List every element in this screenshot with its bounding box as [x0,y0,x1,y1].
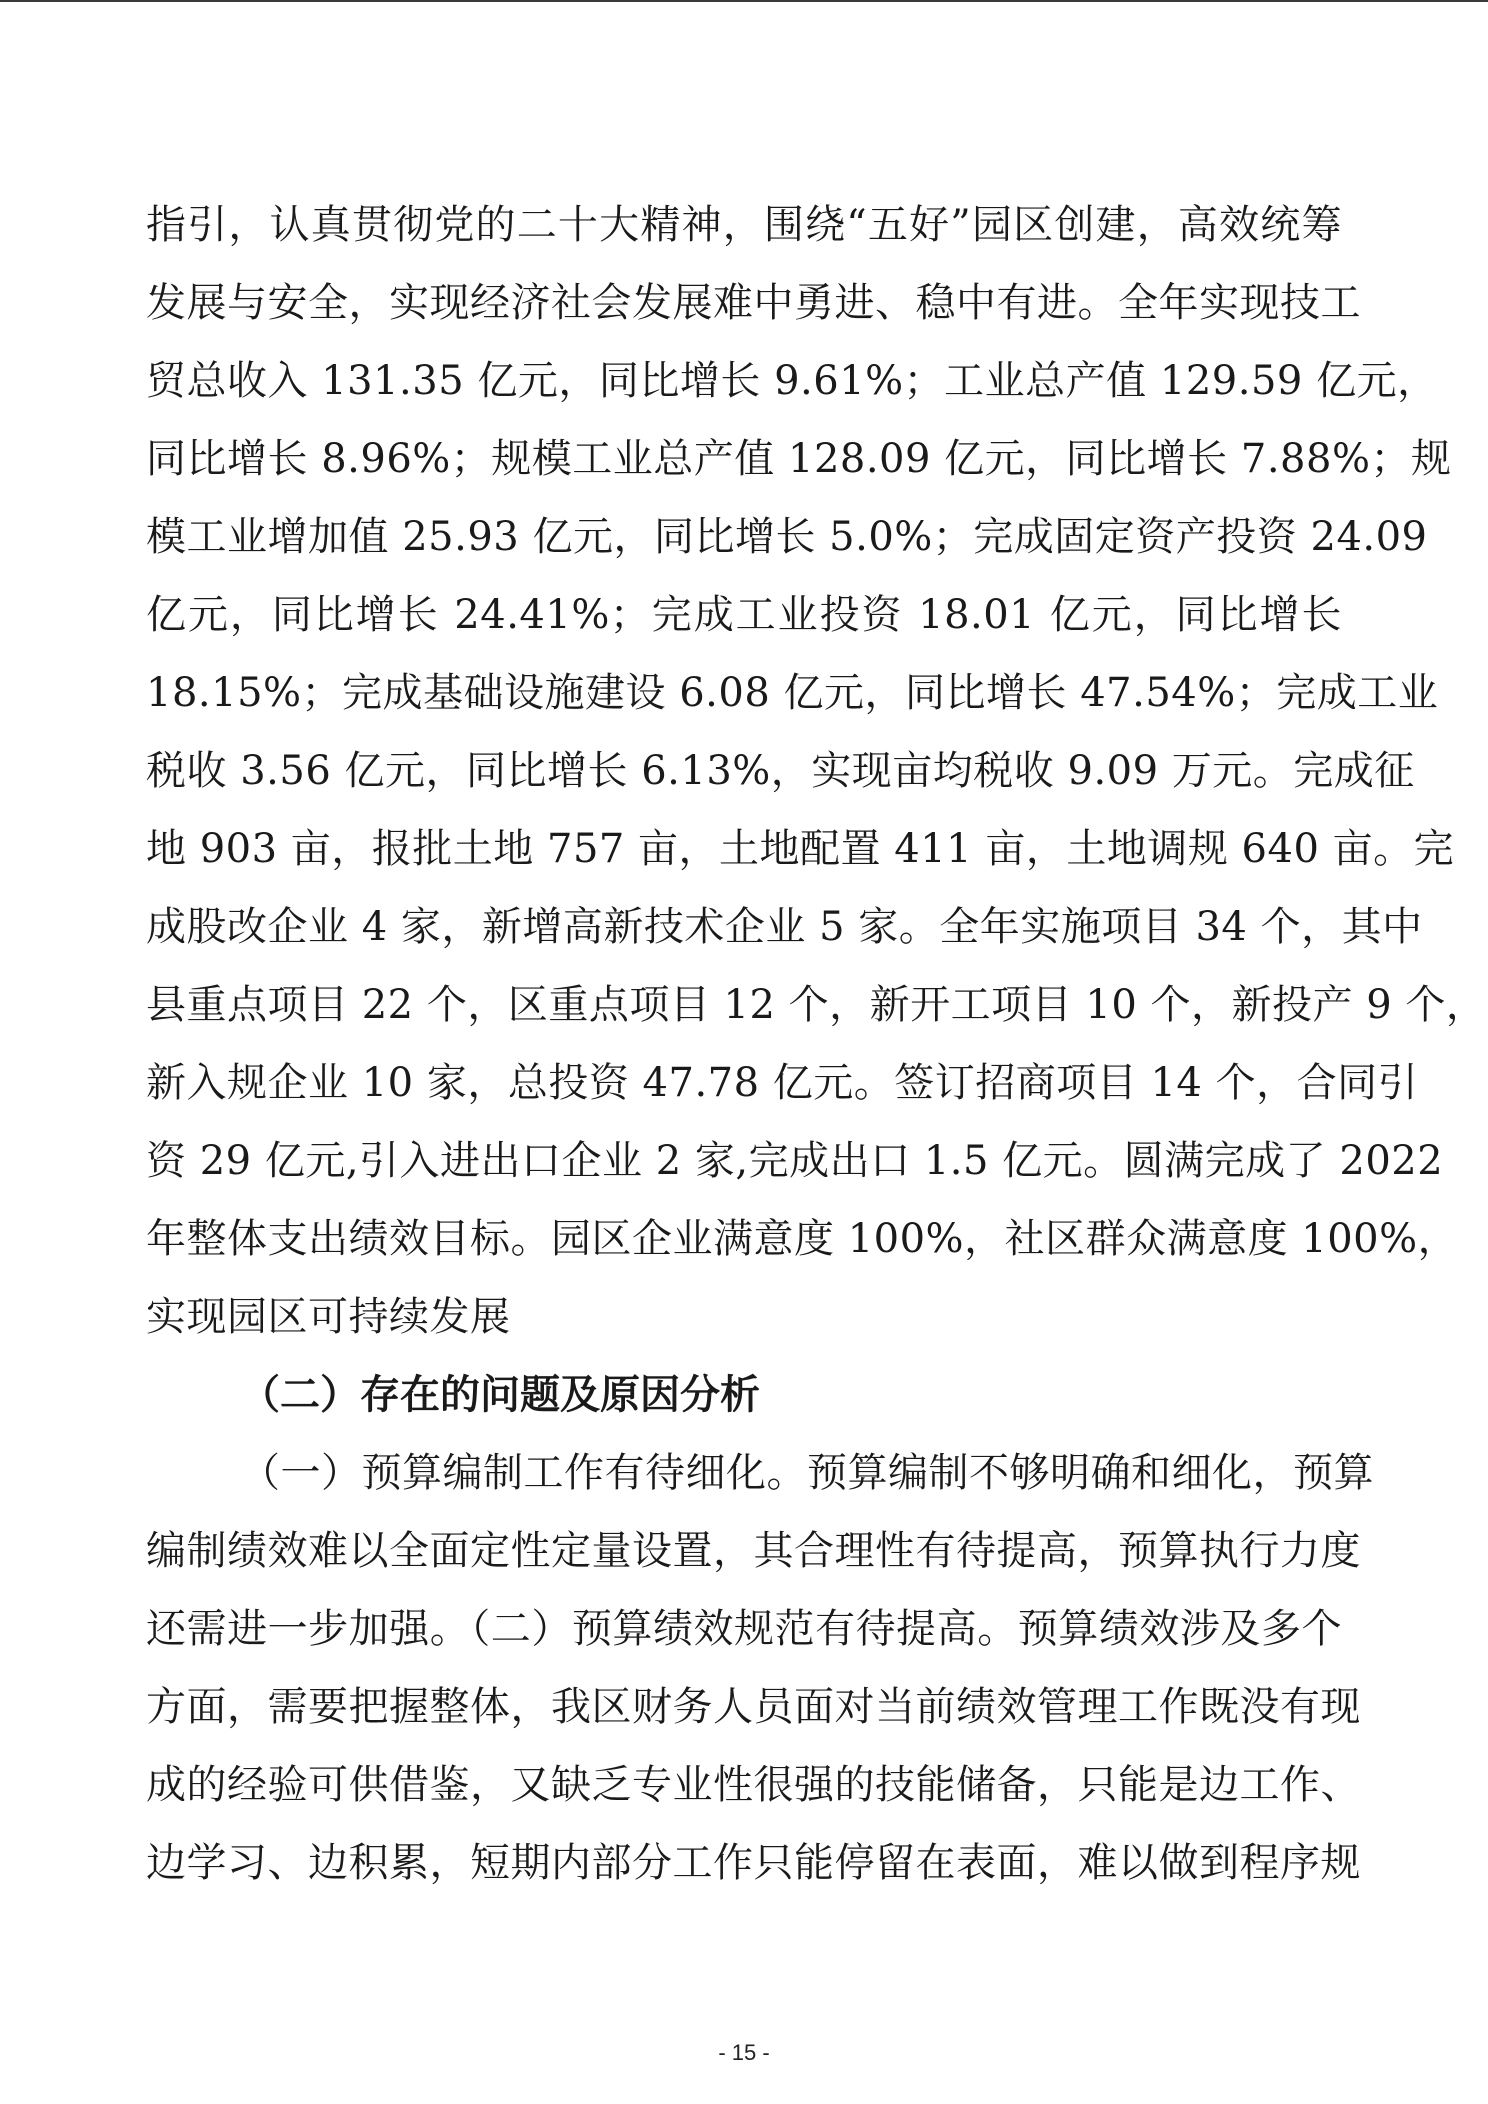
paragraph-line: 成的经验可供借鉴，又缺乏专业性很强的技能储备，只能是边工作、 [146,1762,1361,1808]
paragraph-line: 还需进一步加强。（二）预算绩效规范有待提高。预算绩效涉及多个 [146,1606,1342,1652]
paragraph-line: 同比增长 8.96%；规模工业总产值 128.09 亿元，同比增长 7.88%；规 [146,436,1452,482]
paragraph-line: 亿元，同比增长 24.41%；完成工业投资 18.01 亿元，同比增长 [146,592,1342,638]
page-top-border [0,0,1488,2]
paragraph-summary [146,186,1487,1356]
paragraph-line: 指引，认真贯彻党的二十大精神，围绕“五好”园区创建，高效统筹 [146,202,1342,248]
paragraph-line: （一）预算编制工作有待细化。预算编制不够明确和细化，预算 [240,1450,1374,1496]
paragraph-line: 贸总收入 131.35 亿元，同比增长 9.61%；工业总产值 129.59 亿元， [146,358,1438,404]
paragraph-line: 模工业增加值 25.93 亿元，同比增长 5.0%；完成固定资产投资 24.09 [146,514,1428,560]
page-number: - 15 - [718,2040,770,2065]
paragraph-line: 税收 3.56 亿元，同比增长 6.13%，实现亩均税收 9.09 万元。完成征 [146,748,1415,794]
document-body [146,186,1487,1902]
paragraph-line: 实现园区可持续发展 [146,1294,511,1340]
section-heading: （二）存在的问题及原因分析 [240,1371,760,1418]
paragraph-line: 县重点项目 22 个，区重点项目 12 个，新开工项目 10 个，新投产 9 个， [146,982,1487,1028]
paragraph-line: 资 29 亿元,引入进出口企业 2 家,完成出口 1.5 亿元。圆满完成了 2022 [146,1138,1444,1184]
paragraph-line: 18.15%；完成基础设施建设 6.08 亿元，同比增长 47.54%；完成工业 [146,670,1439,716]
paragraph-line: 年整体支出绩效目标。园区企业满意度 100%，社区群众满意度 100%， [146,1216,1459,1262]
paragraph-line: 新入规企业 10 家，总投资 47.78 亿元。签订招商项目 14 个，合同引 [146,1060,1419,1106]
paragraph-line: 编制绩效难以全面定性定量设置，其合理性有待提高，预算执行力度 [146,1528,1361,1574]
paragraph-line: 边学习、边积累，短期内部分工作只能停留在表面，难以做到程序规 [146,1840,1361,1886]
paragraph-line: 地 903 亩，报批土地 757 亩，土地配置 411 亩，土地调规 640 亩。完 [146,826,1455,872]
paragraph-problems [146,1434,1374,1902]
paragraph-line: 发展与安全，实现经济社会发展难中勇进、稳中有进。全年实现技工 [146,280,1361,326]
paragraph-line: 方面，需要把握整体，我区财务人员面对当前绩效管理工作既没有现 [146,1684,1361,1730]
paragraph-line: 成股改企业 4 家，新增高新技术企业 5 家。全年实施项目 34 个，其中 [146,904,1423,950]
